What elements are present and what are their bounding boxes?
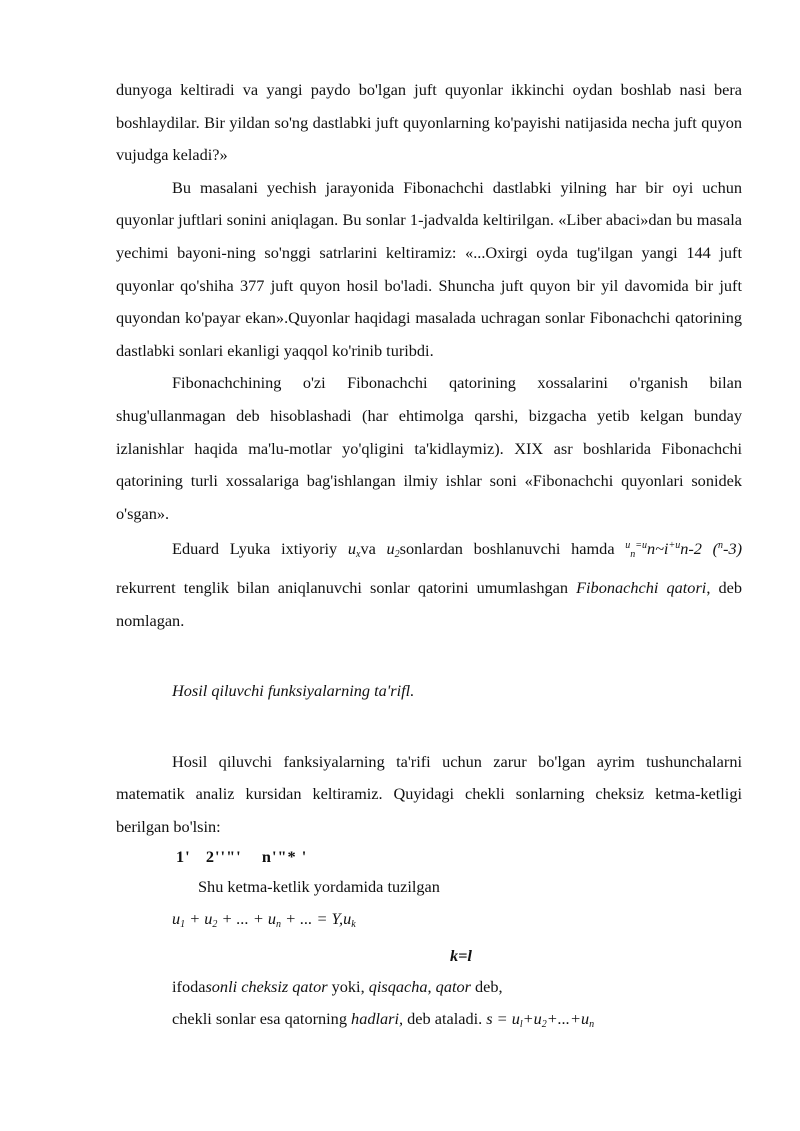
formula-sub: k xyxy=(351,919,356,931)
formula-sub: n xyxy=(630,549,636,561)
formula-part: n-2 xyxy=(680,539,702,559)
text-run: ifoda xyxy=(172,977,206,997)
text-run: Eduard Lyuka ixtiyoriy xyxy=(172,539,348,559)
math-sub: x xyxy=(356,549,361,561)
text-run: deb, xyxy=(470,977,503,997)
sequence-line: 1' 2''"' n'"* ' xyxy=(176,847,308,867)
text-run: , xyxy=(427,977,436,997)
formula-sub: n xyxy=(589,1019,595,1031)
text-run: sonlardan boshlanuvchi hamda xyxy=(399,539,626,559)
series-formula xyxy=(116,903,742,941)
text-run: deb ataladi. xyxy=(403,1009,487,1029)
text-run: va xyxy=(360,539,387,559)
formula-part: -3) xyxy=(723,539,743,559)
formula-sub: 2 xyxy=(212,919,218,931)
text-run: rekurrent tenglik bilan aniqlanuvchi sonlar qatorini umumlashgan xyxy=(116,577,577,597)
formula-sup: =u xyxy=(635,540,647,552)
formula-part: +u xyxy=(522,1009,542,1029)
spacer xyxy=(116,708,742,746)
formula-sub: 2 xyxy=(541,1019,547,1031)
formula-part: s = u xyxy=(486,1009,520,1029)
paragraph-2: Bu masalani yechish jarayonida Fibonachchi dastlabki yilning har bir oyi uchun quyonlar juftlari sonini aniqlagan. Bu sonlar 1-jadvalda keltirilgan. «Liber abaci»dan bu masala yechimi bayoni-ning so'nggi satrlarini keltiramiz: «...Oxirgi oyda tug'ilgan yangi 144 juft quyonlar qo'shiha 377 juft quyon hosil bo'ladi. Shuncha juft quyon bir yil davomida bir juft quyondan ko'payar ekan».Quyonlar haqidagi masalada uchragan sonlar Fibonachchi qatorining dastlabki sonlari ekanligi yaqqol ko'rinib turibdi. xyxy=(116,177,742,360)
formula-sub: l xyxy=(519,1019,523,1031)
formula-sub: 1 xyxy=(180,919,186,931)
text-run: yoki, xyxy=(327,977,369,997)
paragraph-5: Hosil qiluvchi fanksiyalarning ta'rifi uchun zarur bo'lgan ayrim tushunchalarni matematik analiz kursidan keltiramiz. Quyidagi chekli sonlarning cheksiz ketma-ketligi berilgan bo'lsin: xyxy=(116,751,742,836)
formula-part: ( xyxy=(712,539,719,559)
formula-part: u xyxy=(625,540,631,552)
paragraph-1: dunyoga keltiradi va yangi paydo bo'lgan juft quyonlar ikkinchi oydan boshlab nasi bera boshlaydilar. Bir yildan so'ng dastlabki juft quyonlarning ko'payishi natijasida necha juft quyon vujudga keladi?» xyxy=(116,80,742,165)
term-infinite-series: sonli cheksiz qator xyxy=(205,977,328,997)
term-series: qator xyxy=(435,977,471,997)
paragraph-3: Fibonachchining o'zi Fibonachchi qatorining xossalarini o'rganish bilan shug'ullanmagan deb hisoblashadi (har ehtimolga qarshi, bizgacha yetib kelgan bunday izlanishlar haqida ma'lu-motlar yo'qligini ta'kidlaymiz). XIX asr boshlarida Fibonachchi qatorining turli xossalariga bag'ishlangan ilmiy ishlar soni «Fibonachchi quyonlari sonidek o'sgan». xyxy=(116,373,742,523)
formula-sup: n xyxy=(718,540,724,552)
sum-index: k=l xyxy=(450,946,472,966)
formula-part: + ... = Y,u xyxy=(281,909,352,929)
paragraph-8 xyxy=(116,1003,742,1041)
paragraph-7 xyxy=(116,971,742,1003)
term-short: qisqacha xyxy=(368,977,428,997)
math-var: u xyxy=(347,539,356,559)
term-fibonacci-series: Fibonachchi qatori xyxy=(576,577,707,597)
paragraph-6: Shu ketma-ketlik yordamida tuzilgan xyxy=(198,877,440,897)
formula-part: n~i xyxy=(646,539,669,559)
formula-part: + ... + u xyxy=(217,909,277,929)
document-page xyxy=(116,74,742,1041)
text-run: chekli sonlar esa qatorning xyxy=(172,1009,352,1029)
formula-part: u xyxy=(172,909,181,929)
spacer xyxy=(116,637,742,675)
paragraph-lucas xyxy=(116,530,742,637)
math-var: u xyxy=(386,539,395,559)
formula-part: +...+u xyxy=(546,1009,590,1029)
formula-part: + u xyxy=(185,909,213,929)
section-heading: Hosil qiluvchi funksiyalarning ta'rifl. xyxy=(172,681,415,701)
math-sub: 2 xyxy=(394,549,400,561)
term-terms: hadlari, xyxy=(351,1009,404,1029)
formula-sup: +u xyxy=(668,540,681,552)
formula-sub: n xyxy=(276,919,282,931)
text-run: , deb nomlagan. xyxy=(116,577,743,630)
